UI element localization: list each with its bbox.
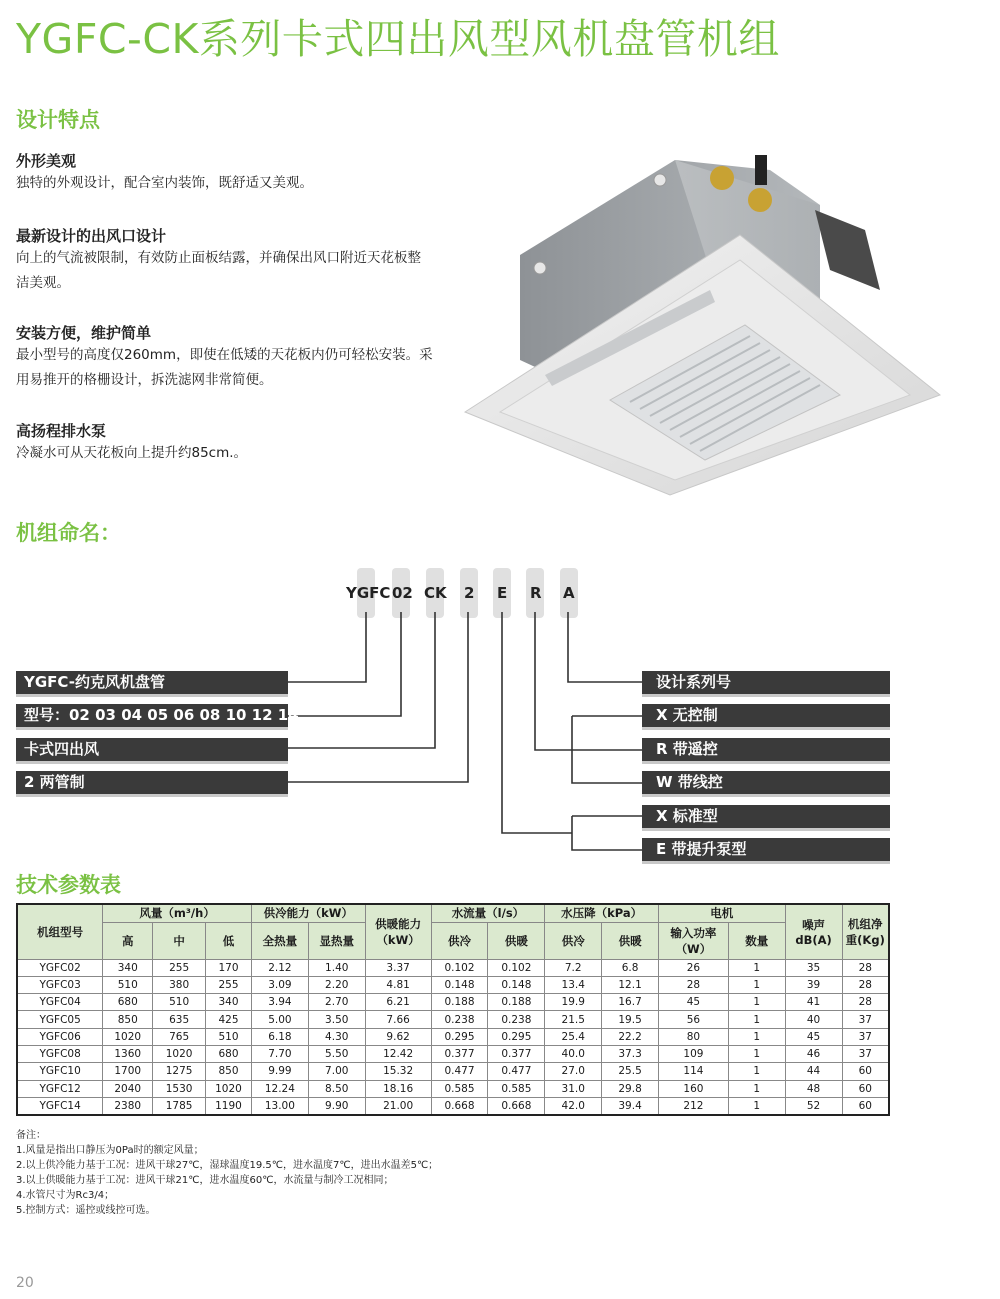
table-cell: 109 xyxy=(659,1045,729,1062)
table-row xyxy=(17,1080,889,1097)
table-row xyxy=(17,1063,889,1080)
table-row xyxy=(17,994,889,1011)
table-cell: 22.2 xyxy=(602,1028,659,1045)
table-cell: 9.62 xyxy=(365,1028,431,1045)
table-cell: 35 xyxy=(785,959,842,976)
table-cell: 40.0 xyxy=(545,1045,602,1062)
table-cell: 255 xyxy=(206,976,252,993)
table-cell: 0.188 xyxy=(431,994,488,1011)
table-row xyxy=(17,959,889,976)
table-cell: 0.238 xyxy=(431,1011,488,1028)
feature-title: 最新设计的出风口设计 xyxy=(16,227,167,245)
table-cell: 340 xyxy=(206,994,252,1011)
feature-4 xyxy=(16,420,247,466)
table-cell: 1020 xyxy=(153,1045,206,1062)
model-code-pipe: 2 xyxy=(464,584,475,602)
table-cell: 680 xyxy=(103,994,153,1011)
table-cell: 37 xyxy=(842,1045,889,1062)
table-cell: 45 xyxy=(659,994,729,1011)
table-cell: 170 xyxy=(206,959,252,976)
table-cell: 29.8 xyxy=(602,1080,659,1097)
header-sensible-heat: 显热量 xyxy=(308,922,365,959)
table-cell: 0.585 xyxy=(431,1080,488,1097)
table-cell: 56 xyxy=(659,1011,729,1028)
table-cell: 44 xyxy=(785,1063,842,1080)
model-code-control: R xyxy=(530,584,542,602)
header-total-heat: 全热量 xyxy=(251,922,308,959)
table-cell: 0.238 xyxy=(488,1011,545,1028)
table-cell: 0.188 xyxy=(488,994,545,1011)
model-cell: YGFC10 xyxy=(17,1063,103,1080)
table-row xyxy=(17,1028,889,1045)
table-cell: 6.8 xyxy=(602,959,659,976)
table-cell: 5.50 xyxy=(308,1045,365,1062)
header-water-heat: 供暖 xyxy=(488,922,545,959)
table-cell: 1020 xyxy=(206,1080,252,1097)
table-cell: 160 xyxy=(659,1080,729,1097)
table-cell: 380 xyxy=(153,976,206,993)
feature-1 xyxy=(16,150,313,196)
header-mid: 中 xyxy=(153,922,206,959)
table-cell: 27.0 xyxy=(545,1063,602,1080)
table-cell: 28 xyxy=(842,959,889,976)
table-cell: 680 xyxy=(206,1045,252,1062)
model-cell: YGFC02 xyxy=(17,959,103,976)
table-row xyxy=(17,976,889,993)
table-cell: 5.00 xyxy=(251,1011,308,1028)
table-cell: 7.70 xyxy=(251,1045,308,1062)
table-cell: 114 xyxy=(659,1063,729,1080)
model-code-brand: YGFC xyxy=(346,584,391,602)
table-cell: 42.0 xyxy=(545,1097,602,1115)
table-cell: 1 xyxy=(728,1063,785,1080)
feature-text: 洁美观。 xyxy=(16,275,70,291)
table-cell: 21.5 xyxy=(545,1011,602,1028)
table-cell: 1190 xyxy=(206,1097,252,1115)
table-cell: 28 xyxy=(842,994,889,1011)
feature-text: 独特的外观设计，配合室内装饰，既舒适又美观。 xyxy=(16,175,313,191)
header-input-power: 输入功率（W） xyxy=(659,922,729,959)
table-cell: 850 xyxy=(206,1063,252,1080)
table-cell: 0.377 xyxy=(431,1045,488,1062)
header-high: 高 xyxy=(103,922,153,959)
naming-label-no-control: X 无控制 xyxy=(642,704,890,727)
table-cell: 4.81 xyxy=(365,976,431,993)
table-cell: 25.5 xyxy=(602,1063,659,1080)
header-pressure-heat: 供暖 xyxy=(602,922,659,959)
table-cell: 2040 xyxy=(103,1080,153,1097)
table-cell: 60 xyxy=(842,1063,889,1080)
specs-heading: 技术参数表 xyxy=(16,873,121,897)
feature-title: 高扬程排水泵 xyxy=(16,422,107,440)
model-code-series: A xyxy=(563,584,575,602)
table-cell: 37 xyxy=(842,1028,889,1045)
table-cell: 0.295 xyxy=(488,1028,545,1045)
table-cell: 1 xyxy=(728,976,785,993)
model-cell: YGFC04 xyxy=(17,994,103,1011)
naming-label-standard: X 标准型 xyxy=(642,805,890,828)
header-heating: 供暖能力（kW） xyxy=(365,904,431,959)
header-cooling: 供冷能力（kW） xyxy=(251,904,365,922)
header-net-weight: 机组净重(Kg) xyxy=(842,904,889,959)
model-code-type: CK xyxy=(424,584,447,602)
table-cell: 0.668 xyxy=(431,1097,488,1115)
design-heading: 设计特点 xyxy=(16,108,100,132)
table-cell: 28 xyxy=(659,976,729,993)
header-motor: 电机 xyxy=(659,904,786,922)
table-cell: 850 xyxy=(103,1011,153,1028)
model-cell: YGFC14 xyxy=(17,1097,103,1115)
notes xyxy=(16,1128,438,1218)
table-cell: 31.0 xyxy=(545,1080,602,1097)
note-item: 2.以上供冷能力基于工况：进风干球27℃，湿球温度19.5℃，进水温度7℃，进出水温差5℃； xyxy=(16,1160,439,1171)
table-row xyxy=(17,1097,889,1115)
table-cell: 8.50 xyxy=(308,1080,365,1097)
table-cell: 3.50 xyxy=(308,1011,365,1028)
table-cell: 255 xyxy=(153,959,206,976)
table-cell: 21.00 xyxy=(365,1097,431,1115)
naming-label-series: 设计系列号 xyxy=(642,671,890,694)
naming-label-type: 卡式四出风 xyxy=(16,738,288,761)
naming-label-size: 型号：02 03 04 05 06 08 10 12 14 xyxy=(16,704,288,727)
table-cell: 0.377 xyxy=(488,1045,545,1062)
table-cell: 3.37 xyxy=(365,959,431,976)
table-cell: 2.70 xyxy=(308,994,365,1011)
table-cell: 19.5 xyxy=(602,1011,659,1028)
note-item: 5.控制方式：遥控或线控可选。 xyxy=(16,1205,156,1216)
table-cell: 1 xyxy=(728,1045,785,1062)
model-cell: YGFC06 xyxy=(17,1028,103,1045)
table-cell: 1 xyxy=(728,1011,785,1028)
table-cell: 37.3 xyxy=(602,1045,659,1062)
notes-heading: 备注： xyxy=(16,1130,46,1141)
table-cell: 18.16 xyxy=(365,1080,431,1097)
table-cell: 0.477 xyxy=(431,1063,488,1080)
table-cell: 0.668 xyxy=(488,1097,545,1115)
header-water-cool: 供冷 xyxy=(431,922,488,959)
table-cell: 0.148 xyxy=(431,976,488,993)
header-airflow: 风量（m³/h） xyxy=(103,904,252,922)
table-cell: 0.477 xyxy=(488,1063,545,1080)
table-cell: 1700 xyxy=(103,1063,153,1080)
table-cell: 1275 xyxy=(153,1063,206,1080)
table-cell: 52 xyxy=(785,1097,842,1115)
table-cell: 7.66 xyxy=(365,1011,431,1028)
table-cell: 212 xyxy=(659,1097,729,1115)
table-cell: 41 xyxy=(785,994,842,1011)
model-code-size: 02 xyxy=(392,584,413,602)
table-cell: 1360 xyxy=(103,1045,153,1062)
table-cell: 3.09 xyxy=(251,976,308,993)
table-cell: 13.4 xyxy=(545,976,602,993)
table-cell: 2.12 xyxy=(251,959,308,976)
table-cell: 1530 xyxy=(153,1080,206,1097)
table-cell: 80 xyxy=(659,1028,729,1045)
table-cell: 19.9 xyxy=(545,994,602,1011)
feature-text: 用易推开的格栅设计，拆洗滤网非常简便。 xyxy=(16,372,273,388)
naming-label-brand: YGFC-约克风机盘管 xyxy=(16,671,288,694)
header-model: 机组型号 xyxy=(17,904,103,959)
table-cell: 0.102 xyxy=(431,959,488,976)
feature-text: 最小型号的高度仅260mm，即使在低矮的天花板内仍可轻松安装。采 xyxy=(16,347,433,363)
table-cell: 1.40 xyxy=(308,959,365,976)
table-cell: 0.102 xyxy=(488,959,545,976)
naming-heading: 机组命名： xyxy=(16,521,121,545)
table-cell: 1020 xyxy=(103,1028,153,1045)
header-noise: 噪声 dB(A) xyxy=(785,904,842,959)
table-cell: 12.42 xyxy=(365,1045,431,1062)
feature-2 xyxy=(16,225,421,296)
table-cell: 765 xyxy=(153,1028,206,1045)
table-cell: 510 xyxy=(103,976,153,993)
table-cell: 9.90 xyxy=(308,1097,365,1115)
table-cell: 1 xyxy=(728,994,785,1011)
table-cell: 16.7 xyxy=(602,994,659,1011)
table-cell: 2380 xyxy=(103,1097,153,1115)
table-cell: 6.21 xyxy=(365,994,431,1011)
spec-table-body xyxy=(17,959,889,1115)
table-cell: 510 xyxy=(153,994,206,1011)
naming-label-wired: W 带线控 xyxy=(642,771,890,794)
page-number: 20 xyxy=(16,1275,34,1291)
table-cell: 15.32 xyxy=(365,1063,431,1080)
feature-title: 外形美观 xyxy=(16,152,77,170)
table-cell: 1785 xyxy=(153,1097,206,1115)
table-cell: 6.18 xyxy=(251,1028,308,1045)
table-cell: 1 xyxy=(728,959,785,976)
header-water-flow: 水流量（l/s） xyxy=(431,904,545,922)
table-cell: 1 xyxy=(728,1028,785,1045)
table-cell: 635 xyxy=(153,1011,206,1028)
header-qty: 数量 xyxy=(728,922,785,959)
table-row xyxy=(17,1011,889,1028)
note-item: 3.以上供暖能力基于工况：进风干球21℃，进水温度60℃，水流量与制冷工况相同； xyxy=(16,1175,394,1186)
feature-text: 向上的气流被限制，有效防止面板结露，并确保出风口附近天花板整 xyxy=(16,250,421,266)
model-code-pump: E xyxy=(497,584,508,602)
note-item: 1.风量是指出口静压为0Pa时的额定风量； xyxy=(16,1145,204,1156)
table-row xyxy=(17,1045,889,1062)
table-cell: 25.4 xyxy=(545,1028,602,1045)
naming-label-pipe: 2 两管制 xyxy=(16,771,288,794)
cassette-unit-image xyxy=(460,150,950,500)
table-cell: 12.24 xyxy=(251,1080,308,1097)
table-cell: 0.295 xyxy=(431,1028,488,1045)
model-cell: YGFC12 xyxy=(17,1080,103,1097)
table-cell: 7.2 xyxy=(545,959,602,976)
table-cell: 4.30 xyxy=(308,1028,365,1045)
table-cell: 0.148 xyxy=(488,976,545,993)
header-low: 低 xyxy=(206,922,252,959)
model-cell: YGFC03 xyxy=(17,976,103,993)
table-cell: 1 xyxy=(728,1080,785,1097)
table-cell: 45 xyxy=(785,1028,842,1045)
table-cell: 340 xyxy=(103,959,153,976)
table-cell: 26 xyxy=(659,959,729,976)
table-cell: 48 xyxy=(785,1080,842,1097)
naming-label-pump: E 带提升泵型 xyxy=(642,838,890,861)
table-cell: 12.1 xyxy=(602,976,659,993)
table-cell: 510 xyxy=(206,1028,252,1045)
header-pressure-cool: 供冷 xyxy=(545,922,602,959)
table-cell: 39.4 xyxy=(602,1097,659,1115)
table-cell: 13.00 xyxy=(251,1097,308,1115)
header-pressure-drop: 水压降（kPa） xyxy=(545,904,659,922)
feature-title: 安装方便，维护简单 xyxy=(16,324,152,342)
table-cell: 37 xyxy=(842,1011,889,1028)
table-cell: 60 xyxy=(842,1080,889,1097)
table-cell: 28 xyxy=(842,976,889,993)
table-cell: 1 xyxy=(728,1097,785,1115)
table-cell: 9.99 xyxy=(251,1063,308,1080)
table-cell: 425 xyxy=(206,1011,252,1028)
table-cell: 0.585 xyxy=(488,1080,545,1097)
feature-3 xyxy=(16,322,433,393)
table-cell: 40 xyxy=(785,1011,842,1028)
page-title: YGFC-CK系列卡式四出风型风机盘管机组 xyxy=(16,15,780,63)
table-cell: 60 xyxy=(842,1097,889,1115)
model-cell: YGFC05 xyxy=(17,1011,103,1028)
table-cell: 3.94 xyxy=(251,994,308,1011)
table-cell: 46 xyxy=(785,1045,842,1062)
note-item: 4.水管尺寸为Rc3/4； xyxy=(16,1190,115,1201)
spec-table xyxy=(16,903,890,1116)
table-cell: 39 xyxy=(785,976,842,993)
naming-label-remote: R 带遥控 xyxy=(642,738,890,761)
table-cell: 2.20 xyxy=(308,976,365,993)
feature-text: 冷凝水可从天花板向上提升约85cm.。 xyxy=(16,445,248,461)
model-cell: YGFC08 xyxy=(17,1045,103,1062)
table-cell: 7.00 xyxy=(308,1063,365,1080)
